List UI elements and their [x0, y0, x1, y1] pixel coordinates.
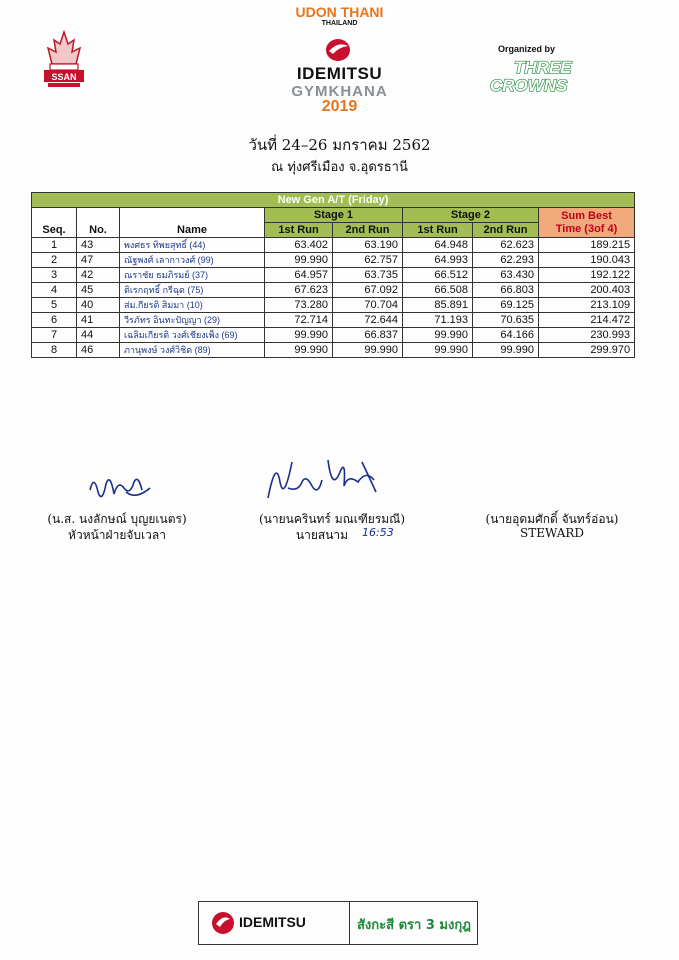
row-name: วีรภัทร อินทะปัญญา (29)	[120, 313, 265, 328]
row-sum-best-time: 299.970	[539, 343, 635, 358]
table-title: New Gen A/T (Friday)	[32, 193, 635, 208]
row-stage2-run1: 66.508	[403, 283, 473, 298]
row-name: ส่ม.กียรติ สิมมา (10)	[120, 298, 265, 313]
header-stage-1: Stage 1	[265, 208, 403, 223]
sum-header-line-2: Time (3of 4)	[555, 222, 618, 235]
row-name: ณราชัย ธมภิรมย์ (37)	[120, 268, 265, 283]
row-number: 41	[77, 313, 120, 328]
footer-idemitsu-box	[199, 902, 350, 944]
svg-text:THREE: THREE	[514, 58, 572, 77]
table-row	[32, 238, 635, 253]
row-stage1-run2: 63.190	[333, 238, 403, 253]
row-stage2-run1: 71.193	[403, 313, 473, 328]
row-number: 43	[77, 238, 120, 253]
header-seq: Seq.	[32, 208, 77, 238]
row-stage1-run1: 99.990	[265, 343, 333, 358]
row-seq: 3	[32, 268, 77, 283]
center-signer-title: นายสนาม	[295, 528, 349, 542]
row-seq: 1	[32, 238, 77, 253]
row-name: ณัฐพงศ์ เลากาวงศ์ (99)	[120, 253, 265, 268]
row-seq: 6	[32, 313, 77, 328]
footer-idemitsu-label: IDEMITSU	[239, 914, 306, 930]
row-name: พงศธร ทิพยสุทธิ์ (44)	[120, 238, 265, 253]
row-number: 44	[77, 328, 120, 343]
row-stage2-run2: 99.990	[473, 343, 539, 358]
sponsor-footer	[198, 901, 478, 945]
row-sum-best-time: 189.215	[539, 238, 635, 253]
right-signer-title: STEWARD	[519, 526, 585, 540]
table-title-row	[32, 193, 635, 208]
row-sum-best-time: 190.043	[539, 253, 635, 268]
row-stage1-run1: 99.990	[265, 328, 333, 343]
sum-header-line-1: Sum Best	[561, 209, 612, 222]
table-row	[32, 268, 635, 283]
center-signer-name: (นายนครินทร์ มณเฑียรมณี)	[258, 512, 405, 526]
center-signature-mark	[258, 452, 398, 508]
right-signer-name: (นายอุดมศักดิ์ จันทร์อ่อน)	[485, 512, 619, 526]
row-stage2-run1: 85.891	[403, 298, 473, 313]
row-stage2-run2: 69.125	[473, 298, 539, 313]
svg-text:SSAN: SSAN	[51, 72, 77, 82]
row-stage1-run1: 64.957	[265, 268, 333, 283]
row-sum-best-time: 192.122	[539, 268, 635, 283]
row-number: 45	[77, 283, 120, 298]
event-country: THAILAND	[321, 20, 358, 27]
row-stage2-run1: 66.512	[403, 268, 473, 283]
header-name: Name	[120, 208, 265, 238]
row-seq: 2	[32, 253, 77, 268]
table-header-row	[32, 208, 635, 223]
row-stage2-run1: 64.993	[403, 253, 473, 268]
row-number: 46	[77, 343, 120, 358]
event-city: UDON THANI	[295, 4, 384, 20]
idemitsu-emblem-icon	[319, 38, 357, 62]
event-date: วันที่ 24–26 มกราคม 2562	[248, 136, 431, 154]
left-signer-title: หัวหน้าฝ่ายจับเวลา	[68, 528, 166, 542]
table-row	[32, 343, 635, 358]
row-stage1-run2: 70.704	[333, 298, 403, 313]
three-crowns-logo	[488, 58, 628, 94]
row-seq: 8	[32, 343, 77, 358]
row-sum-best-time: 230.993	[539, 328, 635, 343]
row-sum-best-time: 200.403	[539, 283, 635, 298]
row-stage2-run2: 64.166	[473, 328, 539, 343]
row-stage1-run1: 63.402	[265, 238, 333, 253]
row-number: 42	[77, 268, 120, 283]
row-number: 40	[77, 298, 120, 313]
table-row	[32, 313, 635, 328]
row-sum-best-time: 213.109	[539, 298, 635, 313]
header-stage2-run1: 1st Run	[403, 223, 473, 238]
row-sum-best-time: 214.472	[539, 313, 635, 328]
row-name: ภานุพงษ์ วงศ์วิชิต (89)	[120, 343, 265, 358]
row-stage2-run2: 62.623	[473, 238, 539, 253]
row-stage1-run2: 62.757	[333, 253, 403, 268]
event-year: 2019	[321, 98, 358, 115]
row-seq: 7	[32, 328, 77, 343]
left-signature-mark	[84, 470, 164, 510]
row-seq: 5	[32, 298, 77, 313]
header-stage1-run2: 2nd Run	[333, 223, 403, 238]
row-stage1-run1: 72.714	[265, 313, 333, 328]
center-handwritten-time: 16:53	[362, 526, 394, 539]
row-number: 47	[77, 253, 120, 268]
left-signer-name: (น.ส. นงลักษณ์ บุญยเนตร)	[47, 512, 187, 526]
header-stage1-run1: 1st Run	[265, 223, 333, 238]
row-stage1-run2: 72.644	[333, 313, 403, 328]
row-stage2-run2: 62.293	[473, 253, 539, 268]
organized-by-label: Organized by	[498, 44, 556, 54]
header-no: No.	[77, 208, 120, 238]
row-stage1-run2: 63.735	[333, 268, 403, 283]
header-sum-best-time	[539, 208, 635, 238]
row-stage1-run1: 99.990	[265, 253, 333, 268]
row-stage2-run1: 99.990	[403, 328, 473, 343]
table-row	[32, 328, 635, 343]
row-name: เฉลิมเกียรติ วงศ์เชียงเพ็ง (69)	[120, 328, 265, 343]
row-stage1-run2: 66.837	[333, 328, 403, 343]
row-stage1-run1: 73.280	[265, 298, 333, 313]
brand-title: IDEMITSU	[296, 64, 383, 83]
event-name: GYMKHANA	[291, 83, 388, 100]
footer-idemitsu-icon	[211, 911, 235, 935]
row-stage2-run2: 66.803	[473, 283, 539, 298]
row-stage2-run1: 64.948	[403, 238, 473, 253]
header-stage-2: Stage 2	[403, 208, 539, 223]
table-row	[32, 253, 635, 268]
row-name: ติเรกฤทธิ์ กรีฉุด (75)	[120, 283, 265, 298]
svg-text:CROWNS: CROWNS	[490, 76, 568, 94]
row-stage2-run2: 70.635	[473, 313, 539, 328]
row-stage1-run1: 67.623	[265, 283, 333, 298]
footer-three-crowns-label: สังกะสี ตรา 3 มงกุฎ	[357, 918, 471, 933]
table-row	[32, 283, 635, 298]
row-stage2-run2: 63.430	[473, 268, 539, 283]
row-stage1-run2: 99.990	[333, 343, 403, 358]
table-row	[32, 298, 635, 313]
event-venue: ณ ทุ่งศรีเมือง จ.อุดรธานี	[271, 160, 408, 175]
row-stage2-run1: 99.990	[403, 343, 473, 358]
row-seq: 4	[32, 283, 77, 298]
results-table	[31, 192, 635, 358]
row-stage1-run2: 67.092	[333, 283, 403, 298]
header-stage2-run2: 2nd Run	[473, 223, 539, 238]
